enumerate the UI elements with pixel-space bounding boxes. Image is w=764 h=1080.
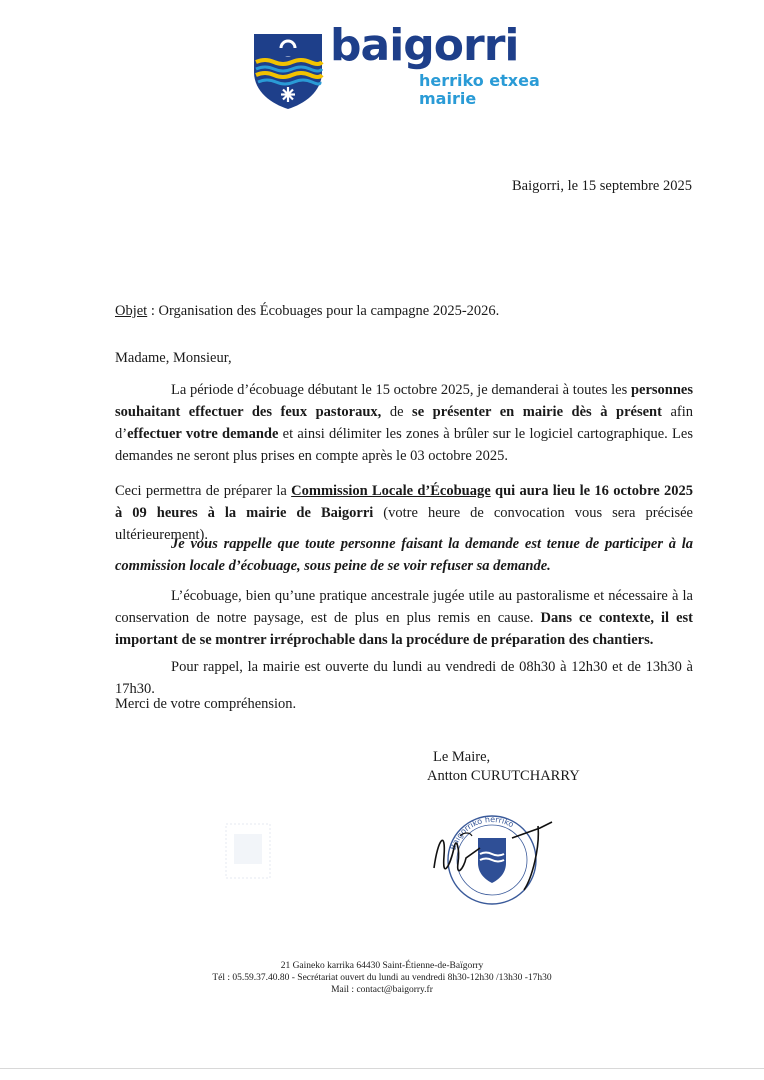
paragraph-request (115, 379, 693, 467)
footer-email: Mail : contact@baigorry.fr (331, 985, 433, 995)
letter-object (115, 303, 499, 320)
paragraph-reminder: Je vous rappelle que toute personne faisant la demande est tenue de participer à la commission locale d’écobuage, sous peine de se voir refuser sa demande. (115, 536, 693, 574)
footer-address: 21 Gaineko karrika 64430 Saint-Étienne-de-Baïgorry (280, 961, 484, 971)
bottom-divider (0, 1068, 764, 1069)
signatory-title: Le Maire, (433, 749, 491, 765)
p1-bold-3: effectuer votre demande (127, 426, 279, 442)
signatory-name: Antton CURUTCHARRY (427, 768, 580, 784)
p1-text-1: La période d’écobuage débutant le 15 octobre 2025, je demanderai à toutes les (171, 382, 631, 398)
object-label: Objet (115, 303, 148, 319)
mairie-logo (252, 20, 552, 112)
stamp-text: Baigorriko herriko (448, 814, 516, 852)
p1-bold-1: personnes souhaitant effectuer des feux pastoraux, (115, 382, 693, 420)
paragraph-context (115, 585, 693, 651)
mairie-stamp-and-signature (420, 808, 570, 913)
object-text: Organisation des Écobuages pour la campagne 2025-2026. (158, 303, 500, 319)
coat-of-arms-icon (252, 32, 324, 110)
p4-bold-1: Dans ce contexte, il est important de se montrer irréprochable dans la procédure de préparation des chantiers. (115, 610, 694, 648)
letter-date: Baigorri, le 15 septembre 2025 (512, 178, 692, 194)
paragraph-thanks: Merci de votre compréhension. (115, 696, 297, 712)
faint-stamp-mark (224, 822, 272, 880)
logo-subtitle-basque: herriko etxea (419, 71, 540, 90)
p2-text-2: (votre heure de convocation vous sera précisée ultérieurement). (115, 505, 693, 543)
p1-bold-2: se présenter en mairie dès à présent (412, 404, 662, 420)
object-separator: : (147, 303, 159, 319)
p2-text-1: Ceci permettra de préparer la (115, 483, 292, 499)
salutation: Madame, Monsieur, (115, 350, 232, 366)
logo-name: baigorri (330, 20, 519, 71)
paragraph-hours: Pour rappel, la mairie est ouverte du lundi au vendredi de 08h30 à 12h30 et de 13h30 à 17h30. (115, 659, 693, 697)
p4-text-1: L’écobuage, bien qu’une pratique ancestrale jugée utile au pastoralisme et nécessaire à la conservation de notre paysage, est de plus en plus remis en cause. (115, 588, 693, 626)
p1-text-3: afin d’ (115, 404, 694, 442)
p1-text-4: et ainsi délimiter les zones à brûler sur le logiciel cartographique. Les demandes ne seront plus prises en compte après le 03 octobre 2025. (115, 426, 693, 464)
logo-subtitle-french: mairie (419, 89, 477, 108)
p2-bold-1: qui aura lieu le 16 octobre 2025 à 09 heures à la mairie de Baigorri (115, 483, 693, 521)
footer-phone-hours: Tél : 05.59.37.40.80 - Secrétariat ouvert du lundi au vendredi 8h30-12h30 /13h30 -17h30 (212, 973, 552, 983)
p1-text-2: de (381, 404, 413, 420)
commission-name: Commission Locale d’Écobuage (291, 483, 491, 499)
